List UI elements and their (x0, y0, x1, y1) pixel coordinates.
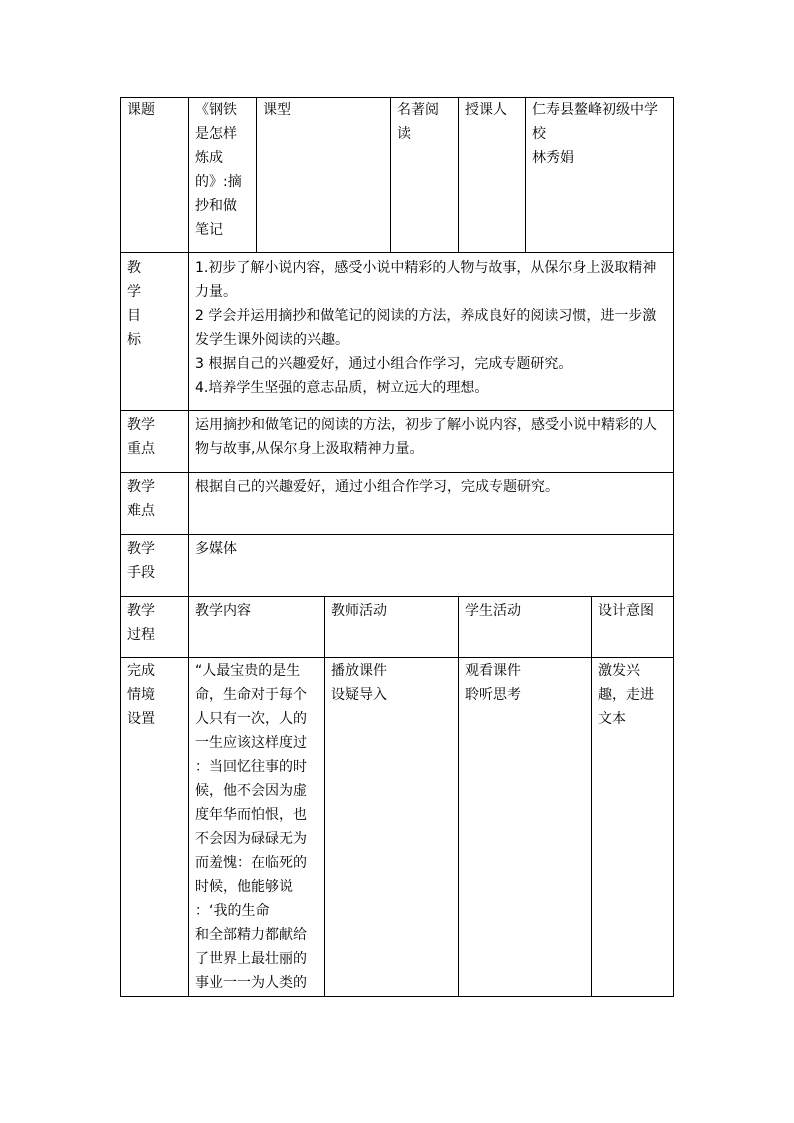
difficulties-row (121, 473, 674, 535)
topic-label: 课题 (121, 98, 189, 253)
student-activity-header: 学生活动 (459, 597, 592, 658)
teacher-value: 仁寿县鳌峰初级中学 校 林秀娟 (526, 98, 674, 253)
design-intent-header: 设计意图 (592, 597, 674, 658)
stage-design-intent: 激发兴 趣，走进 文本 (592, 658, 674, 997)
stage-row (121, 658, 674, 997)
means-row (121, 535, 674, 597)
type-value: 名著阅 读 (391, 98, 459, 253)
difficulties-label: 教学 难点 (121, 473, 189, 535)
means-value: 多媒体 (189, 535, 674, 597)
key-points-value: 运用摘抄和做笔记的阅读的方法，初步了解小说内容，感受小说中精彩的人物与故事,从保尔身上汲取精神力量。 (189, 411, 674, 473)
stage-label: 完成 情境 设置 (121, 658, 189, 997)
process-header-row (121, 597, 674, 658)
stage-student-activity: 观看课件 聆听思考 (459, 658, 592, 997)
stage-content: “人最宝贵的是生 命，生命对于每个 人只有一次，人的 一生应该这样度过 ：当回忆往事的时 候，他不会因为虚 度年华而怕恨，也 不会因为碌碌无为 而羞愧：在临死的 时候，他能够说 ：‘我的生命 和全部精力都献给 了世界上最壮丽的 事业一一为人类的 (189, 658, 325, 997)
objectives-row (121, 253, 674, 411)
header-row (121, 98, 674, 253)
objective-item: 4.培养学生坚强的意志品质，树立远大的理想。 (195, 380, 489, 396)
type-label: 课型 (257, 98, 391, 253)
key-points-label: 教学 重点 (121, 411, 189, 473)
lesson-plan-table (120, 97, 674, 997)
objective-item: 2 学会并运用摘抄和做笔记的阅读的方法，养成良好的阅读习惯，进一步激发学生课外阅读的兴趣。 (195, 308, 657, 348)
objective-item: 3 根据自己的兴趣爱好，通过小组合作学习，完成专题研究。 (195, 356, 573, 372)
key-points-row (121, 411, 674, 473)
means-label: 教学 手段 (121, 535, 189, 597)
process-label: 教学 过程 (121, 597, 189, 658)
topic-value: 《钢铁 是怎样 炼成 的》:摘 抄和做 笔记 (189, 98, 257, 253)
stage-teacher-activity: 播放课件 设疑导入 (325, 658, 459, 997)
objectives-list (189, 253, 674, 411)
difficulties-value: 根据自己的兴趣爱好，通过小组合作学习，完成专题研究。 (189, 473, 674, 535)
teacher-activity-header: 教师活动 (325, 597, 459, 658)
objective-item: 1.初步了解小说内容，感受小说中精彩的人物与故事，从保尔身上汲取精神力量。 (195, 260, 657, 300)
content-header: 教学内容 (189, 597, 325, 658)
objectives-label: 教 学 目 标 (121, 253, 189, 411)
teacher-label: 授课人 (459, 98, 526, 253)
